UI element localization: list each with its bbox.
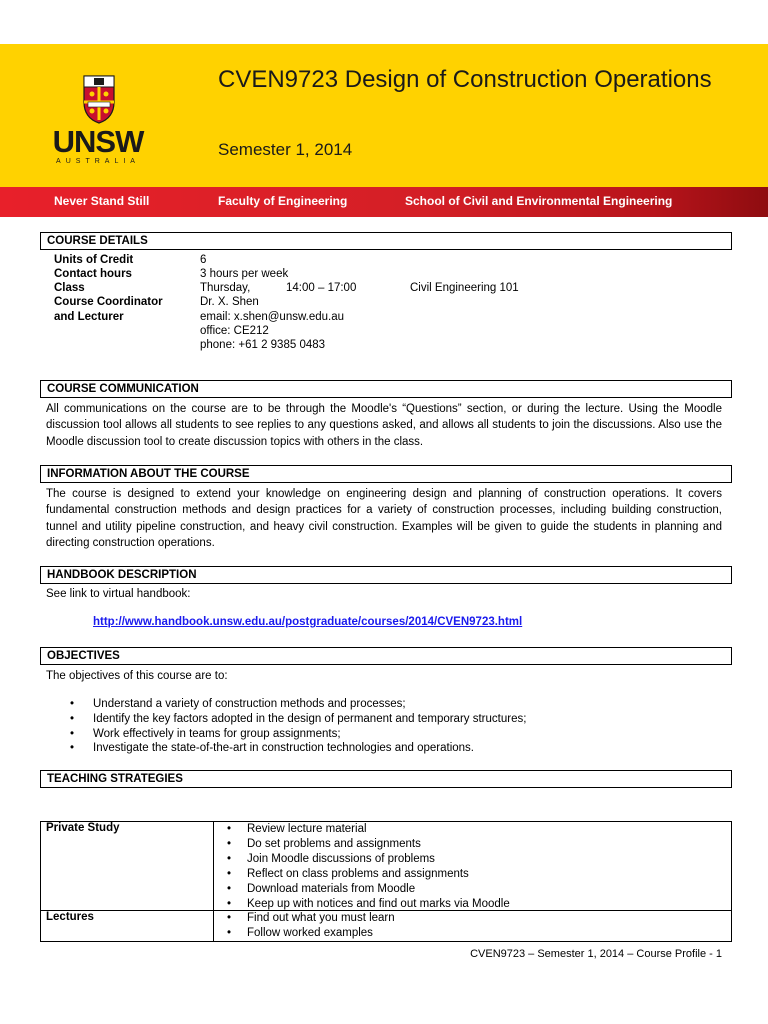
section-heading-teaching: TEACHING STRATEGIES xyxy=(40,770,732,788)
list-item: • Review lecture material xyxy=(227,822,510,837)
handbook-intro: See link to virtual handbook: xyxy=(46,588,191,600)
contact-hours-value: 3 hours per week xyxy=(200,268,289,280)
section-heading-handbook: HANDBOOK DESCRIPTION xyxy=(40,566,732,584)
lectures-label: Lectures xyxy=(46,911,94,923)
unsw-wordmark: UNSW xyxy=(52,124,144,159)
units-label: Units of Credit xyxy=(54,254,134,266)
list-item: • Work effectively in teams for group assignments; xyxy=(46,727,526,742)
school-name: School of Civil and Environmental Engineering xyxy=(405,194,673,208)
table-divider xyxy=(213,822,214,941)
list-item: • Find out what you must learn xyxy=(227,911,395,926)
faculty-name: Faculty of Engineering xyxy=(218,194,348,208)
handbook-link[interactable]: http://www.handbook.unsw.edu.au/postgraduate/courses/2014/CVEN9723.html xyxy=(93,616,523,628)
list-item: • Reflect on class problems and assignments xyxy=(227,867,510,882)
teaching-strategies-table xyxy=(40,821,732,942)
list-item: • Understand a variety of construction methods and processes; xyxy=(46,697,526,712)
private-study-label: Private Study xyxy=(46,822,120,834)
unsw-crest-icon xyxy=(82,74,116,124)
list-item: • Follow worked examples xyxy=(227,926,395,941)
lectures-list xyxy=(227,911,395,941)
section-heading-communication: COURSE COMMUNICATION xyxy=(40,380,732,398)
class-day: Thursday, xyxy=(200,282,251,294)
list-item: • Download materials from Moodle xyxy=(227,882,510,897)
list-item: • Identify the key factors adopted in the design of permanent and temporary structures; xyxy=(46,712,526,727)
semester-label: Semester 1, 2014 xyxy=(218,140,353,159)
faculty-banner xyxy=(0,187,768,217)
objectives-intro: The objectives of this course are to: xyxy=(46,670,228,682)
information-paragraph: The course is designed to extend your knowledge on engineering design and planning of construction operations. It covers fundamental construction methods and design practices for a variety of construction processes, including building construction, tunnel and utility pipeline construction, and heavy civil construction. Examples will be given to guide the students in planning and directing construction operations. xyxy=(46,488,722,549)
coordinator-email: email: x.shen@unsw.edu.au xyxy=(200,311,345,323)
coordinator-phone: phone: +61 2 9385 0483 xyxy=(200,339,326,351)
section-heading-course-details: COURSE DETAILS xyxy=(40,232,732,250)
class-room: Civil Engineering 101 xyxy=(410,282,519,294)
course-title: CVEN9723 Design of Construction Operations xyxy=(218,66,712,93)
coordinator-name: Dr. X. Shen xyxy=(200,296,259,308)
section-heading-information: INFORMATION ABOUT THE COURSE xyxy=(40,465,732,483)
objectives-list xyxy=(46,697,526,756)
section-heading-objectives: OBJECTIVES xyxy=(40,647,732,665)
page-header xyxy=(0,44,768,187)
unsw-logo xyxy=(52,72,144,184)
list-item: • Investigate the state-of-the-art in construction technologies and operations. xyxy=(46,741,526,756)
unsw-subtext: AUSTRALIA xyxy=(56,158,140,165)
class-time: 14:00 – 17:00 xyxy=(286,282,357,294)
coordinator-office: office: CE212 xyxy=(200,325,269,337)
list-item: • Do set problems and assignments xyxy=(227,837,510,852)
coordinator-label: Course Coordinator xyxy=(54,296,163,308)
units-value: 6 xyxy=(200,254,207,266)
lecturer-label: and Lecturer xyxy=(54,311,124,323)
slogan-text: Never Stand Still xyxy=(54,194,150,208)
list-item: • Join Moodle discussions of problems xyxy=(227,852,510,867)
communication-paragraph: All communications on the course are to be through the Moodle's “Questions” section, or during the lecture. Using the Moodle discussion tool allows all students to see replies to any questions asked, and allows all students to join the discussions. Also use the Moodle discussion tool to create discussion topics with others in the class. xyxy=(46,403,722,448)
list-item: • Keep up with notices and find out marks via Moodle xyxy=(227,897,510,912)
class-label: Class xyxy=(54,282,85,294)
contact-hours-label: Contact hours xyxy=(54,268,132,280)
private-study-list xyxy=(227,822,510,911)
page-footer: CVEN9723 – Semester 1, 2014 – Course Profile - 1 xyxy=(470,948,722,960)
